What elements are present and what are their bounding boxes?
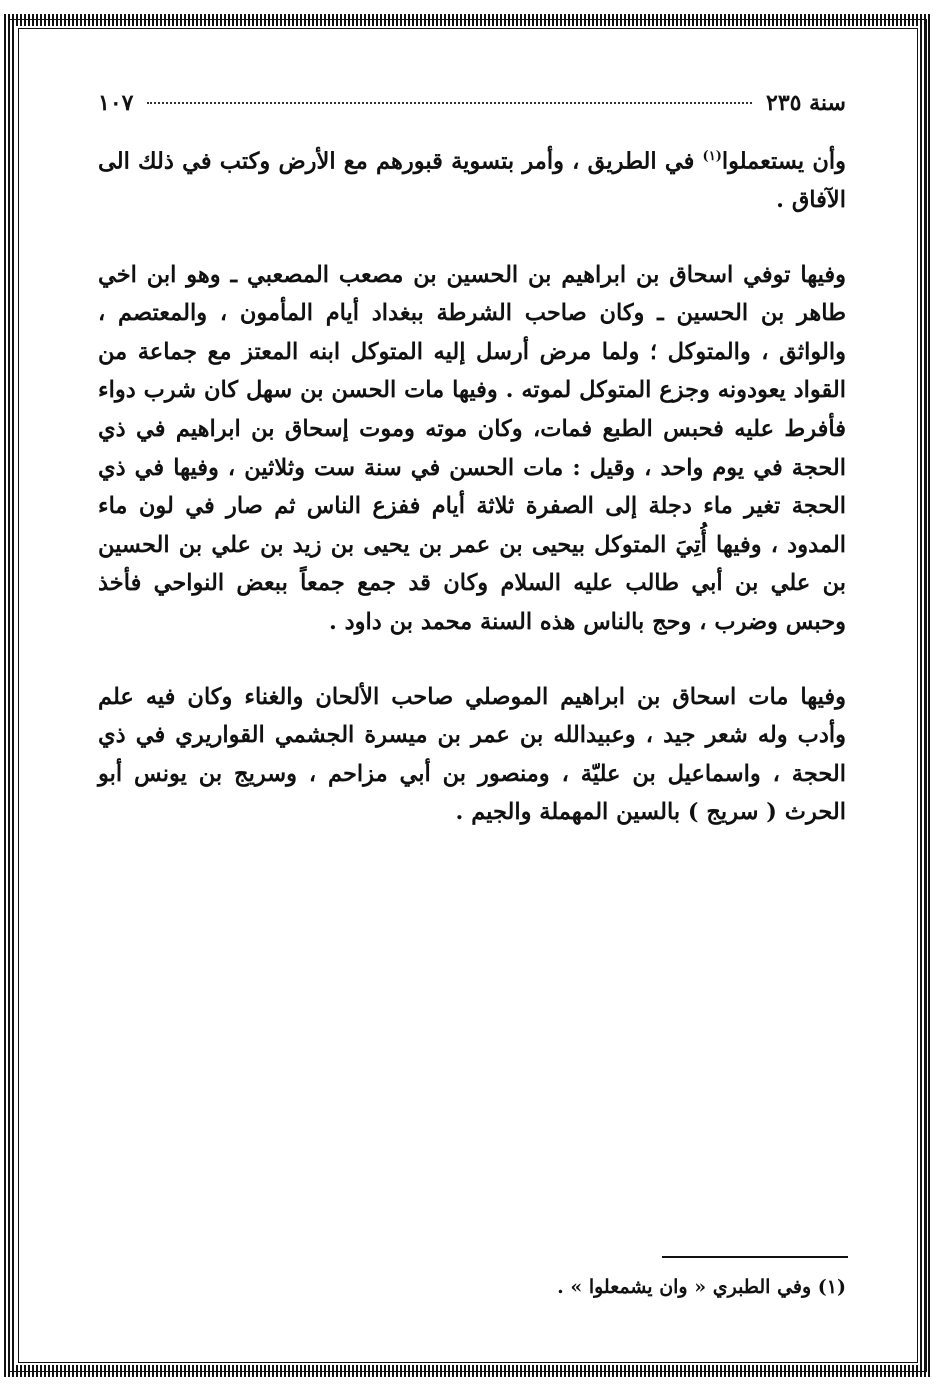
footnote: (١) وفي الطبري « وان يشمعلوا » . [557, 1276, 846, 1298]
page-header [98, 90, 846, 130]
paragraph-2: وفيها توفي اسحاق بن ابراهيم بن الحسين بن مصعب المصعبي ـ وهو ابن اخي طاهر بن الحسين ـ وكان صاحب الشرطة ببغداد أيام المأمون ، والمعتصم ، والواثق ، والمتوكل ؛ ولما مرض أرسل إليه المتوكل ابنه المعتز مع جماعة من القواد يعودونه وجزع المتوكل لموته . وفيها مات الحسن بن سهل كان شرب دواء فأفرط عليه فحبس الطبع فمات، وكان موته وموت إسحاق بن ابراهيم في ذي الحجة في يوم واحد ، وقيل : مات الحسن في سنة ست وثلاثين ، وفيها في ذي الحجة تغير ماء دجلة إلى الصفرة ثلاثة أيام ففزع الناس ثم صار في لون ماء المدود ، وفيها أُتِيَ المتوكل بيحيى بن عمر بن يحيى بن زيد بن علي بن الحسين بن علي بن أبي طالب عليه السلام وكان قد جمع جمعاً ببعض النواحي فأخذ وحبس وضرب ، وحج بالناس هذه السنة محمد بن داود . [98, 261, 846, 636]
header-dotted-leader [147, 102, 752, 104]
paragraph-1-start: وأن يستعملوا [721, 148, 846, 175]
footnote-ref-1[interactable]: (١) [702, 149, 722, 164]
paragraph-3: وفيها مات اسحاق بن ابراهيم الموصلي صاحب الألحان والغناء وكان فيه علم وأدب وله شعر جيد ، وعبيدالله بن عمر بن ميسرة الجشمي القواريري في ذي الحجة ، واسماعيل بن عليّة ، ومنصور بن أبي مزاحم ، وسريج بن يونس أبو الحرث ( سريج ) بالسين المهملة والجيم . [98, 683, 846, 826]
body-text [98, 138, 846, 832]
paragraph-1 [98, 138, 846, 220]
paragraph-1-rest: في الطريق ، وأمر بتسوية قبورهم مع الأرض وكتب في ذلك الى الآفاق . [98, 148, 846, 214]
page-content [98, 90, 846, 868]
running-head-year: سنة ٢٣٥ [766, 90, 846, 116]
footnote-separator [662, 1256, 848, 1258]
page-number: ١٠٧ [98, 90, 134, 116]
